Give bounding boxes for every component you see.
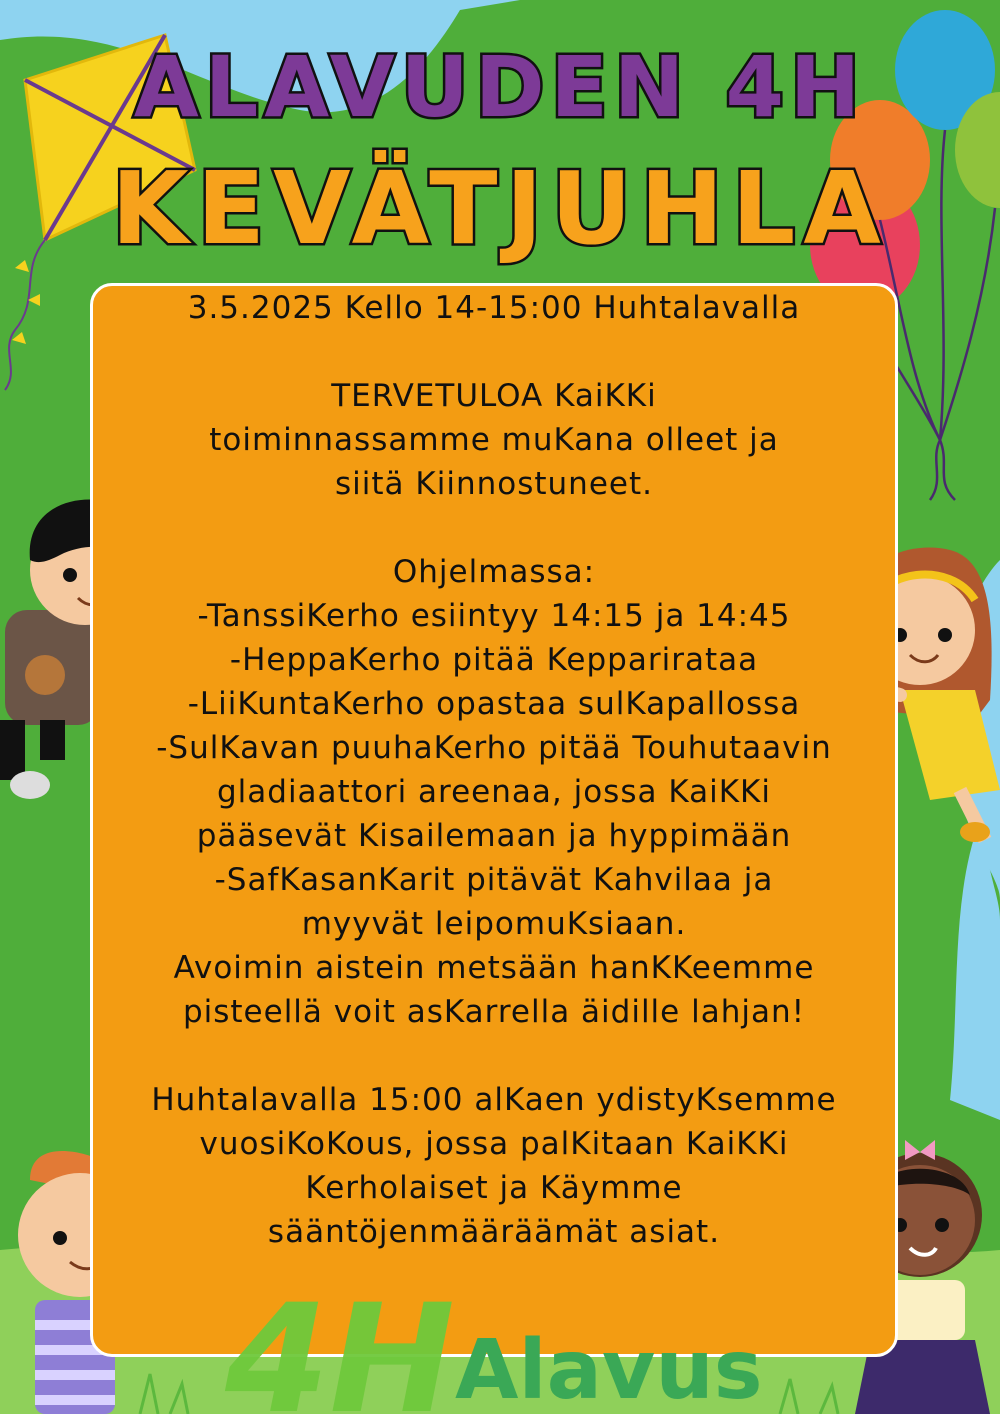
welcome-line: toiminnassamme muKana olleet ja: [209, 422, 779, 458]
welcome-line: siitä Kiinnostuneet.: [335, 466, 653, 502]
welcome-line: TERVETULOA KaiKKi: [331, 378, 657, 414]
program-line: gladiaattori areenaa, jossa KaiKKi: [216, 774, 771, 810]
meeting-line: sääntöjenmääräämät asiat.: [267, 1214, 721, 1250]
meeting-line: vuosiKoKous, jossa palKitaan KaiKKi: [199, 1126, 789, 1162]
program-line: pisteellä voit asKarrella äidille lahjan!: [182, 994, 806, 1030]
program-line: -SulKavan puuhaKerho pitää Touhutaavin: [156, 730, 832, 766]
announcement-text: [90, 283, 898, 1254]
meeting-line: Kerholaiset ja Käymme: [305, 1170, 683, 1206]
program-line: -LiiKuntaKerho opastaa sulKapallossa: [187, 686, 801, 722]
title-line-2: KEVÄTJUHLA: [111, 150, 889, 267]
program-line: Avoimin aistein metsään hanKKeemme: [173, 950, 815, 986]
program-line: myyvät leipomuKsiaan.: [301, 906, 687, 942]
program-line: -HeppaKerho pitää Keppariratаa: [229, 642, 759, 678]
title-line-1: ALAVUDEN 4H: [133, 38, 867, 136]
program-line: pääsevät Kisailemaan ja hyppimään: [196, 818, 792, 854]
program-line: -TanssiKerho esiintyy 14:15 ja 14:45: [197, 598, 791, 634]
program-heading: Ohjelmassa:: [392, 554, 596, 590]
event-date-place: 3.5.2025 Kello 14-15:00 Huhtalavalla: [187, 290, 801, 326]
logo-alavus-text: Alavus: [455, 1323, 763, 1414]
program-line: -SafKasanKarit pitävät Kahvilaa ja: [214, 862, 774, 898]
meeting-line: Huhtalavalla 15:00 alKaen ydistyKsemme: [151, 1082, 837, 1118]
logo-4h-mark: 4H: [225, 1273, 455, 1414]
